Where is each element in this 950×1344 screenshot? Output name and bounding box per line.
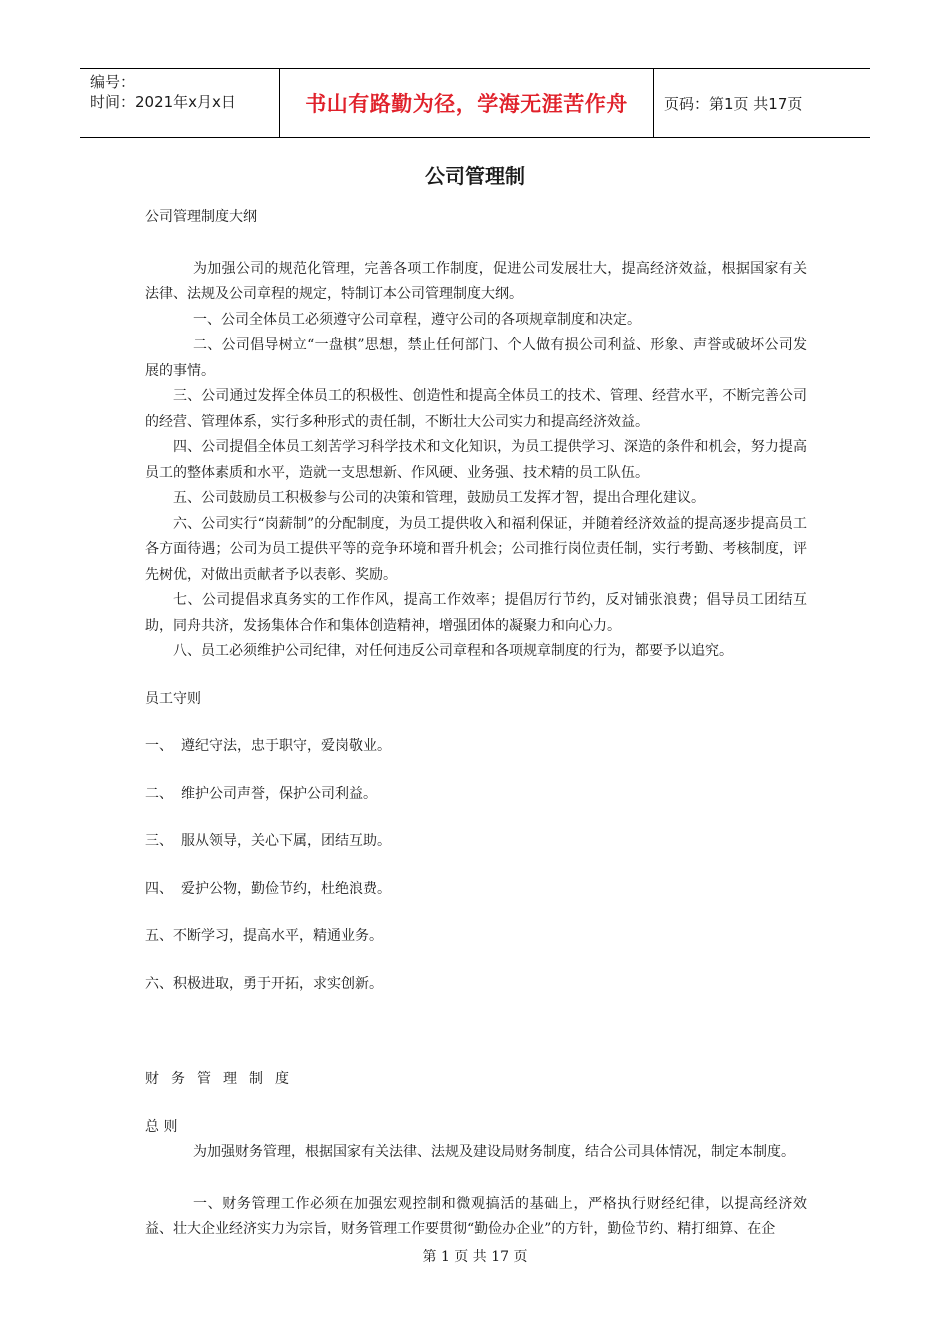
document-body <box>145 205 807 1243</box>
outline-item-3: 三、公司通过发挥全体员工的积极性、创造性和提高全体员工的技术、管理、经营水平，不断完善公司的经营、管理体系，实行多种形式的责任制，不断壮大公司实力和提高经济效益。 <box>145 388 807 430</box>
rule-item <box>145 782 807 808</box>
finance-item-1: 一、财务管理工作必须在加强宏观控制和微观搞活的基础上，严格执行财经纪律，以提高经济效益、壮大企业经济实力为宗旨，财务管理工作要贯彻“勤俭办企业”的方针，勤俭节约、精打细算、在企 <box>145 1195 807 1237</box>
header-number-label: 编号： <box>90 73 136 91</box>
header-meta <box>80 69 280 137</box>
page-footer: 第 1 页 共 17 页 <box>422 1249 528 1265</box>
rule-item-5: 五、不断学习，提高水平，精通业务。 <box>145 928 383 944</box>
rule-number: 三、 <box>145 833 173 849</box>
rule-text: 服从领导，关心下属，团结互助。 <box>181 833 391 849</box>
outline-item-6: 六、公司实行“岗薪制”的分配制度，为员工提供收入和福利保证，并随着经济效益的提高逐步提高员工各方面待遇；公司为员工提供平等的竞争环境和晋升机会；公司推行岗位责任制，实行考勤、考核制度，评先树优，对做出贡献者予以表彰、奖励。 <box>145 515 807 583</box>
rule-text: 遵纪守法，忠于职守，爱岗敬业。 <box>181 738 391 754</box>
rule-item <box>145 877 807 903</box>
rule-item <box>145 829 807 855</box>
header-page-info: 页码：第1页 共17页 <box>664 94 803 113</box>
document-title: 公司管理制 <box>425 164 525 188</box>
rule-number: 一、 <box>145 738 173 754</box>
rule-number: 二、 <box>145 785 173 802</box>
rule-item <box>145 734 807 760</box>
rules-heading: 员工守则 <box>145 690 201 707</box>
rule-text: 维护公司声誉，保护公司利益。 <box>181 785 377 802</box>
finance-heading: 财务管理制度 <box>145 1071 301 1087</box>
outline-item-8: 八、员工必须维护公司纪律，对任何违反公司章程和各项规章制度的行为，都要予以追究。 <box>173 643 733 659</box>
rule-item-6: 六、积极进取，勇于开拓，求实创新。 <box>145 975 383 992</box>
outline-item-7: 七、公司提倡求真务实的工作作风，提高工作效率；提倡厉行节约，反对铺张浪费；倡导员工团结互助，同舟共济，发扬集体合作和集体创造精神，增强团体的凝聚力和向心力。 <box>145 592 807 634</box>
header-motto: 书山有路勤为径，学海无涯苦作舟 <box>280 69 654 137</box>
intro-paragraph: 为加强公司的规范化管理，完善各项工作制度，促进公司发展壮大，提高经济效益，根据国家有关法律、法规及公司章程的规定，特制订本公司管理制度大纲。 <box>145 260 807 302</box>
rule-text: 爱护公物，勤俭节约，杜绝浪费。 <box>181 880 391 897</box>
outline-item-2: 二、公司倡导树立“一盘棋”思想，禁止任何部门、个人做有损公司利益、形象、声誉或破坏公司发展的事情。 <box>145 337 807 379</box>
header-date: 时间：2021年x月x日 <box>90 93 236 111</box>
outline-item-1: 一、公司全体员工必须遵守公司章程，遵守公司的各项规章制度和决定。 <box>193 311 641 328</box>
finance-intro: 为加强财务管理，根据国家有关法律、法规及建设局财务制度，结合公司具体情况，制定本制度。 <box>193 1144 795 1160</box>
rule-number: 四、 <box>145 880 173 897</box>
page-header <box>80 68 870 138</box>
outline-heading: 公司管理制度大纲 <box>145 209 257 225</box>
outline-item-5: 五、公司鼓励员工积极参与公司的决策和管理，鼓励员工发挥才智，提出合理化建议。 <box>173 490 705 506</box>
general-heading: 总 则 <box>145 1118 178 1135</box>
outline-item-4: 四、公司提倡全体员工刻苦学习科学技术和文化知识，为员工提供学习、深造的条件和机会，努力提高员工的整体素质和水平，造就一支思想新、作风硬、业务强、技术精的员工队伍。 <box>145 439 807 481</box>
